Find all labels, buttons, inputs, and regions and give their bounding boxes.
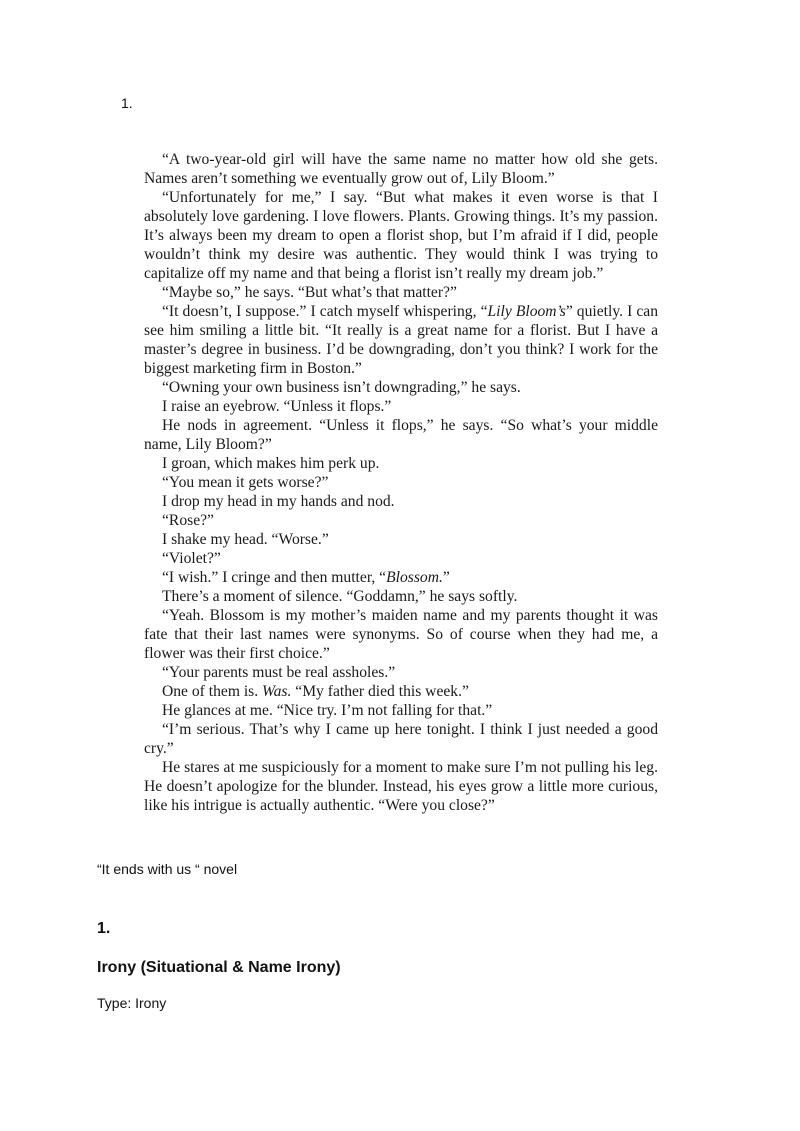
excerpt-paragraph bbox=[144, 454, 658, 473]
text-run: One of them is. bbox=[162, 683, 263, 700]
excerpt-paragraph bbox=[144, 492, 658, 511]
text-run: I shake my head. “Worse.” bbox=[162, 531, 329, 548]
excerpt-paragraph bbox=[144, 511, 658, 530]
excerpt-paragraph bbox=[144, 283, 658, 302]
text-run: “My father died this week.” bbox=[291, 683, 469, 700]
excerpt-paragraph bbox=[144, 150, 658, 188]
text-run: “Owning your own business isn’t downgrading,” he says. bbox=[162, 379, 521, 396]
text-run: ” quietly. I can see him smiling a little bit. “It really is a great name for a florist. But I have a master’s degree in business. I’d be downgrading, don’t you think? I work for the biggest marketing firm in Boston.” bbox=[144, 303, 658, 377]
excerpt-paragraph bbox=[144, 568, 658, 587]
excerpt-paragraph bbox=[144, 663, 658, 682]
book-excerpt bbox=[144, 150, 658, 815]
excerpt-caption: “It ends with us “ novel bbox=[97, 861, 238, 877]
text-run: I groan, which makes him perk up. bbox=[162, 455, 380, 472]
text-run: “Yeah. Blossom is my mother’s maiden name and my parents thought it was fate that their last names were synonyms. So of course when they had me, a flower was their first choice.” bbox=[144, 607, 658, 662]
text-run: He nods in agreement. “Unless it flops,” he says. “So what’s your middle name, Lily Bloom?” bbox=[144, 417, 658, 453]
excerpt-paragraph bbox=[144, 606, 658, 663]
excerpt-paragraph bbox=[144, 701, 658, 720]
text-run: I drop my head in my hands and nod. bbox=[162, 493, 395, 510]
section-heading: Irony (Situational & Name Irony) bbox=[97, 959, 341, 976]
excerpt-paragraph bbox=[144, 188, 658, 283]
excerpt-paragraph bbox=[144, 682, 658, 701]
italic-text: Blossom. bbox=[386, 569, 443, 586]
text-run: ” bbox=[442, 569, 450, 586]
excerpt-paragraph bbox=[144, 302, 658, 378]
text-run: “I’m serious. That’s why I came up here tonight. I think I just needed a good cry.” bbox=[144, 721, 658, 757]
excerpt-paragraph bbox=[144, 397, 658, 416]
excerpt-paragraph bbox=[144, 720, 658, 758]
text-run: “I wish.” I cringe and then mutter, “ bbox=[162, 569, 387, 586]
italic-text: Was. bbox=[262, 683, 292, 700]
excerpt-paragraph bbox=[144, 587, 658, 606]
excerpt-paragraph bbox=[144, 549, 658, 568]
section-number: 1. bbox=[97, 920, 111, 937]
text-run: He stares at me suspiciously for a moment to make sure I’m not pulling his leg. He doesn’t apologize for the blunder. Instead, his eyes grow a little more curious, like his intrigue is actually authentic. “Were you close?” bbox=[144, 759, 658, 814]
type-label: Type: Irony bbox=[97, 995, 167, 1011]
page-number-label: 1. bbox=[121, 95, 133, 111]
text-run: “Your parents must be real assholes.” bbox=[162, 664, 396, 681]
excerpt-paragraph bbox=[144, 378, 658, 397]
text-run: I raise an eyebrow. “Unless it flops.” bbox=[162, 398, 392, 415]
excerpt-paragraph bbox=[144, 758, 658, 815]
text-run: “Rose?” bbox=[162, 512, 214, 529]
text-run: He glances at me. “Nice try. I’m not falling for that.” bbox=[162, 702, 493, 719]
text-run: “Maybe so,” he says. “But what’s that matter?” bbox=[162, 284, 457, 301]
text-run: “Unfortunately for me,” I say. “But what makes it even worse is that I absolutely love gardening. I love flowers. Plants. Growing things. It’s my passion. It’s always been my dream to open a florist shop, but I’m afraid if I did, people wouldn’t think my desire was authentic. They would think I was trying to capitalize off my name and that being a florist isn’t really my dream job.” bbox=[144, 189, 658, 282]
text-run: “A two-year-old girl will have the same name no matter how old she gets. Names aren’t something we eventually grow out of, Lily Bloom.” bbox=[144, 151, 658, 187]
text-run: “You mean it gets worse?” bbox=[162, 474, 329, 491]
excerpt-paragraph bbox=[144, 416, 658, 454]
text-run: “Violet?” bbox=[162, 550, 221, 567]
excerpt-paragraph bbox=[144, 473, 658, 492]
excerpt-paragraph bbox=[144, 530, 658, 549]
text-run: There’s a moment of silence. “Goddamn,” he says softly. bbox=[162, 588, 518, 605]
italic-text: Lily Bloom’s bbox=[487, 303, 566, 320]
text-run: “It doesn’t, I suppose.” I catch myself whispering, “ bbox=[162, 303, 488, 320]
